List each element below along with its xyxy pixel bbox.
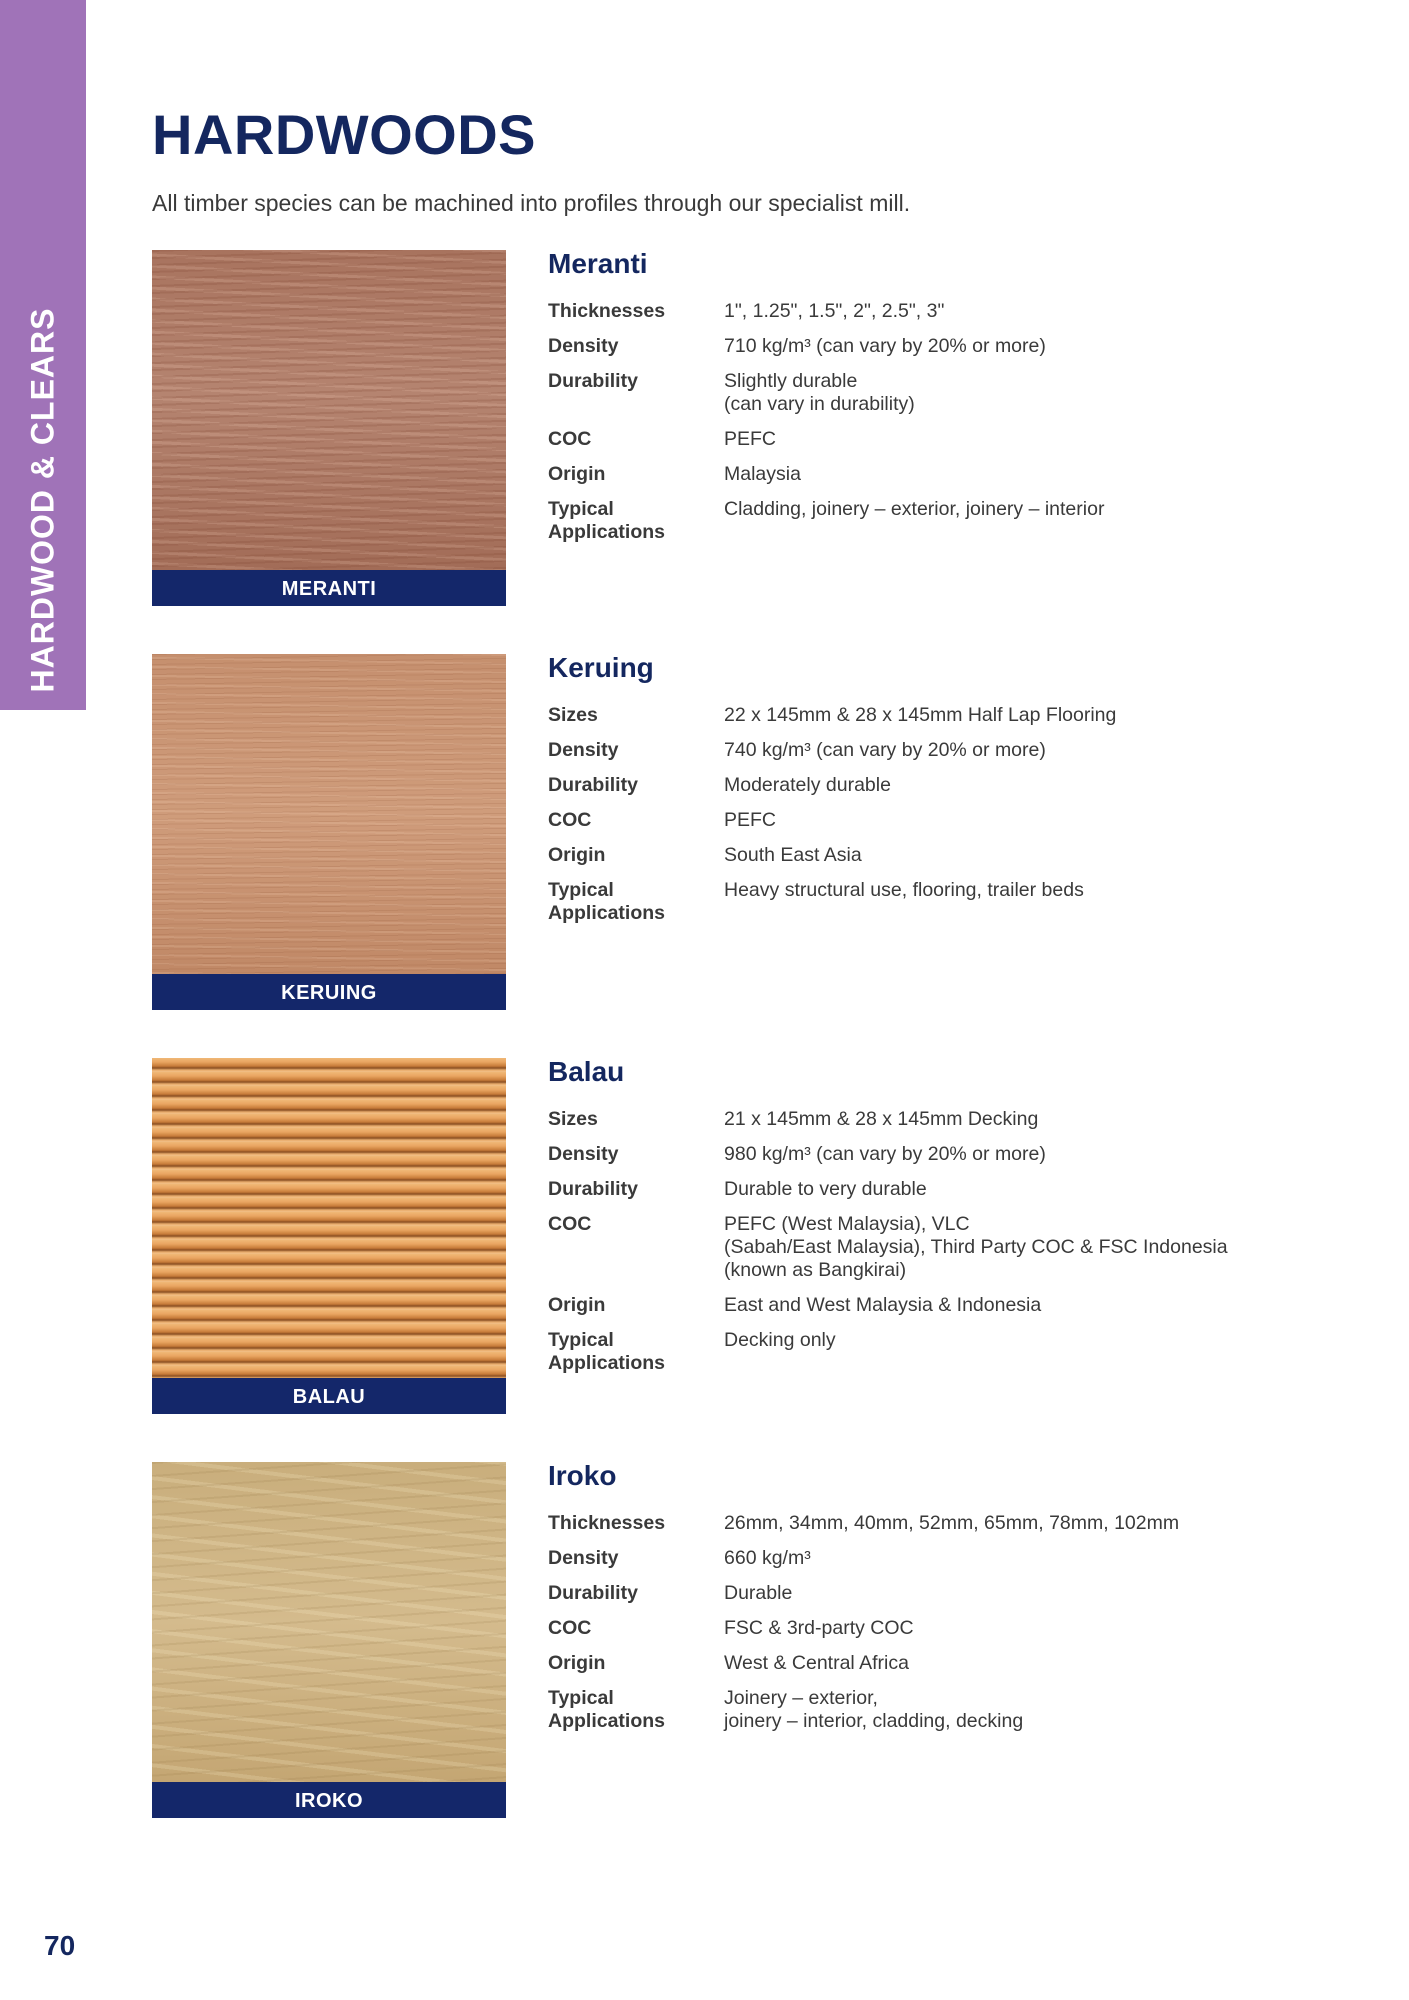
spec-row xyxy=(548,1294,1284,1329)
spec-row xyxy=(548,1108,1284,1143)
spec-row xyxy=(548,1143,1284,1178)
spec-label: COC xyxy=(548,428,592,450)
species-iroko xyxy=(0,1462,1409,1822)
spec-value: Decking only xyxy=(724,1329,836,1351)
balau-spec-table xyxy=(548,1108,1284,1387)
balau-caption: BALAU xyxy=(152,1378,506,1414)
spec-label: Origin xyxy=(548,1652,606,1674)
spec-label: Origin xyxy=(548,1294,606,1316)
intro-text: All timber species can be machined into profiles through our specialist mill. xyxy=(152,190,911,216)
spec-label: Density xyxy=(548,335,619,357)
iroko-heading: Iroko xyxy=(548,1460,617,1491)
meranti-caption: MERANTI xyxy=(152,570,506,606)
spec-label: Typical Applications xyxy=(548,1329,666,1374)
spec-row xyxy=(548,428,1284,463)
spec-label: Durability xyxy=(548,370,638,392)
spec-value: 980 kg/m³ (can vary by 20% or more) xyxy=(724,1143,1046,1165)
balau-wood-image xyxy=(152,1058,506,1378)
page-title: HARDWOODS xyxy=(152,103,537,166)
species-meranti xyxy=(0,250,1409,610)
spec-row xyxy=(548,1329,1284,1387)
spec-label: Typical Applications xyxy=(548,498,666,543)
spec-row xyxy=(548,1687,1284,1745)
spec-value: Heavy structural use, flooring, trailer beds xyxy=(724,879,1084,901)
spec-label: Sizes xyxy=(548,1108,598,1130)
spec-label: Typical Applications xyxy=(548,879,666,924)
spec-row xyxy=(548,1582,1284,1617)
spec-value: Durable to very durable xyxy=(724,1178,927,1200)
spec-label: Durability xyxy=(548,1582,638,1604)
meranti-spec-table xyxy=(548,300,1284,556)
species-keruing xyxy=(0,654,1409,1014)
spec-value: PEFC xyxy=(724,809,777,831)
spec-value: East and West Malaysia & Indonesia xyxy=(724,1294,1042,1316)
spec-value: PEFC (West Malaysia), VLC (Sabah/East Malaysia), Third Party COC & FSC Indonesia (known as Bangkirai) xyxy=(724,1213,1228,1281)
iroko-caption: IROKO xyxy=(152,1782,506,1818)
keruing-spec-table xyxy=(548,704,1284,937)
spec-row xyxy=(548,300,1284,335)
keruing-wood-image xyxy=(152,654,506,974)
spec-value: FSC & 3rd-party COC xyxy=(724,1617,914,1639)
spec-label: Typical Applications xyxy=(548,1687,666,1732)
spec-value: 1", 1.25", 1.5", 2", 2.5", 3" xyxy=(724,300,945,322)
section-side-tab-label: HARDWOOD & CLEARS xyxy=(24,307,61,693)
spec-row xyxy=(548,774,1284,809)
species-balau xyxy=(0,1058,1409,1418)
spec-label: COC xyxy=(548,1213,592,1235)
spec-row xyxy=(548,1547,1284,1582)
spec-row xyxy=(548,704,1284,739)
spec-value: 26mm, 34mm, 40mm, 52mm, 65mm, 78mm, 102mm xyxy=(724,1512,1180,1534)
spec-label: Thicknesses xyxy=(548,300,666,322)
spec-row xyxy=(548,809,1284,844)
spec-label: Density xyxy=(548,739,619,761)
spec-row xyxy=(548,335,1284,370)
spec-row xyxy=(548,739,1284,774)
spec-row xyxy=(548,1652,1284,1687)
spec-value: 21 x 145mm & 28 x 145mm Decking xyxy=(724,1108,1039,1130)
spec-value: Cladding, joinery – exterior, joinery – interior xyxy=(724,498,1105,520)
spec-value: 740 kg/m³ (can vary by 20% or more) xyxy=(724,739,1046,761)
iroko-spec-table xyxy=(548,1512,1284,1745)
spec-value: 710 kg/m³ (can vary by 20% or more) xyxy=(724,335,1046,357)
spec-row xyxy=(548,1617,1284,1652)
spec-value: 22 x 145mm & 28 x 145mm Half Lap Flooring xyxy=(724,704,1117,726)
spec-label: Origin xyxy=(548,463,606,485)
meranti-heading: Meranti xyxy=(548,248,648,279)
spec-label: Density xyxy=(548,1547,619,1569)
spec-label: Thicknesses xyxy=(548,1512,666,1534)
spec-row xyxy=(548,1178,1284,1213)
balau-heading: Balau xyxy=(548,1056,625,1087)
keruing-caption: KERUING xyxy=(152,974,506,1010)
spec-row xyxy=(548,1512,1284,1547)
spec-value: Moderately durable xyxy=(724,774,891,796)
spec-value: South East Asia xyxy=(724,844,862,866)
keruing-heading: Keruing xyxy=(548,652,654,683)
spec-value: Joinery – exterior, joinery – interior, cladding, decking xyxy=(724,1687,1024,1732)
iroko-wood-image xyxy=(152,1462,506,1782)
spec-value: Durable xyxy=(724,1582,793,1604)
spec-label: COC xyxy=(548,1617,592,1639)
spec-row xyxy=(548,879,1284,937)
spec-value: PEFC xyxy=(724,428,777,450)
spec-value: West & Central Africa xyxy=(724,1652,909,1674)
spec-value: 660 kg/m³ xyxy=(724,1547,811,1569)
spec-label: Density xyxy=(548,1143,619,1165)
spec-value: Malaysia xyxy=(724,463,801,485)
spec-row xyxy=(548,1213,1284,1294)
spec-row xyxy=(548,463,1284,498)
spec-label: Origin xyxy=(548,844,606,866)
meranti-wood-image xyxy=(152,250,506,570)
spec-label: Durability xyxy=(548,1178,638,1200)
spec-row xyxy=(548,498,1284,556)
spec-label: COC xyxy=(548,809,592,831)
spec-label: Durability xyxy=(548,774,638,796)
page-number: 70 xyxy=(44,1930,76,1961)
spec-label: Sizes xyxy=(548,704,598,726)
spec-row xyxy=(548,370,1284,428)
spec-value: Slightly durable (can vary in durability) xyxy=(724,370,915,415)
spec-row xyxy=(548,844,1284,879)
